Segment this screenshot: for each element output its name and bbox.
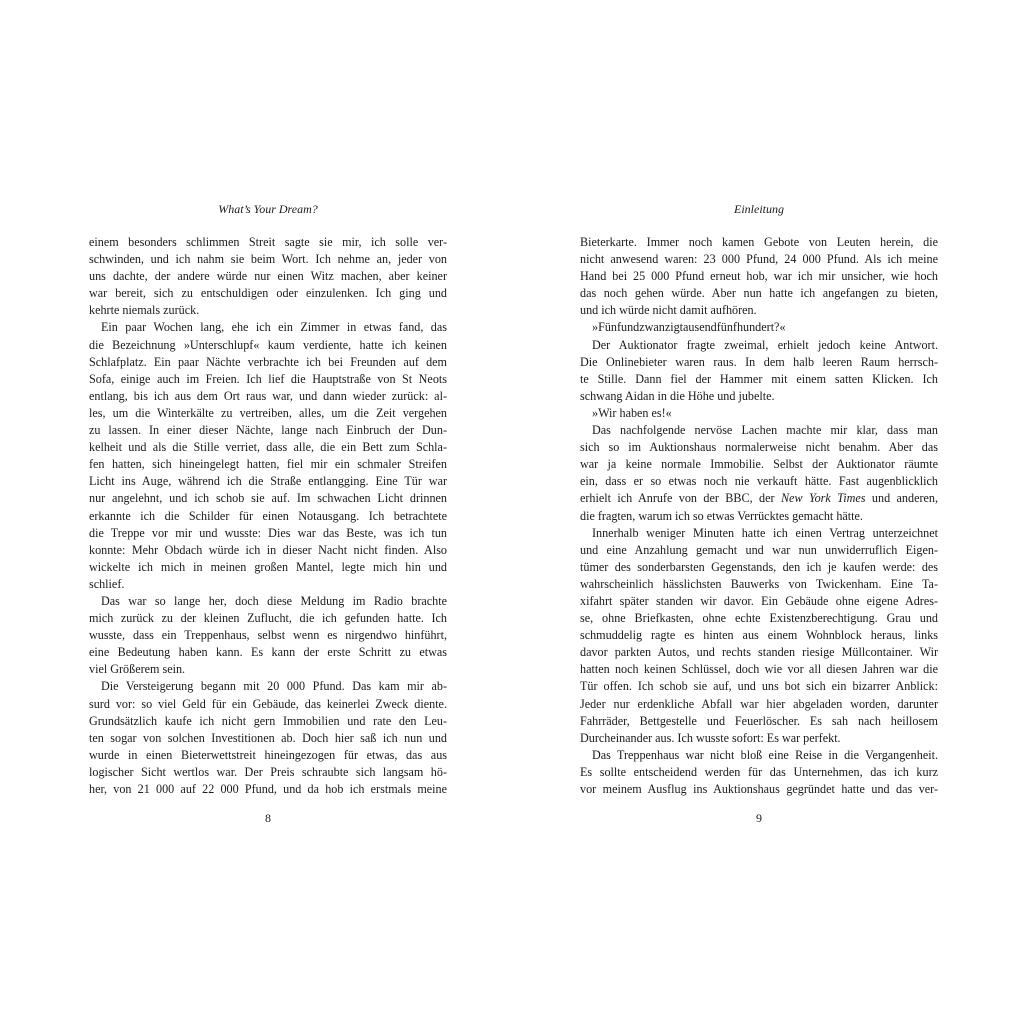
text-line: Durcheinander aus. Ich wusste sofort: Es war perfekt. <box>580 730 841 745</box>
text-line: die Treppe vor mir und wusste: Dies war das Beste, was ich tun <box>89 525 447 540</box>
text-line: Grundsätzlich kaufe ich nicht gern Immobilien und rate den Leu- <box>89 713 447 728</box>
text-line: tümer des sonderbarsten Gegenstands, den ich je kaufen werde: des <box>580 559 938 574</box>
text-line: erhielt ich Anrufe von der BBC, der New York Times und anderen, <box>580 491 938 506</box>
text-line: zu lassen. In einer dieser Nächte, lange nach Einbruch der Dun- <box>89 423 447 438</box>
text-line: wickelte ich mich in meinen großen Mantel, legte mich hin und <box>89 559 447 574</box>
text-line: logischer Sicht wertlos war. Der Preis schraubte sich langsam hö- <box>89 764 447 779</box>
running-head-left: What’s Your Dream? <box>218 202 318 216</box>
text-line: wahrscheinlich hässlichsten Bauwerks von Twickenham. Eine Ta- <box>580 576 938 591</box>
left-page-body <box>89 234 447 798</box>
text-line: les, um die Winterkälte zu vertreiben, alles, um die Zeit vergehen <box>89 405 447 420</box>
text-line: hatten noch keinen Schlüssel, doch wie vor all diesen Jahren war die <box>580 662 938 677</box>
text-line: Das war so lange her, doch diese Meldung im Radio brachte <box>101 593 447 608</box>
text-line: fen hatten, sich hineingelegt hatten, fiel mir ein schmaler Streifen <box>89 457 447 472</box>
italic-title: New York Times <box>780 491 866 506</box>
left-page <box>89 200 447 830</box>
page-number-left: 8 <box>265 811 271 825</box>
text-line: vor meinem Ausflug ins Auktionshaus gegründet hatte und das ver- <box>580 782 938 796</box>
text-line: die fragten, warum ich so etwas Verrücktes gemacht hätte. <box>580 508 863 523</box>
text-line: war ja keine normale Immobilie. Selbst der Auktionator räumte <box>580 457 938 472</box>
text-line: die Bezeichnung »Unterschlupf« kaum verdiente, hatte ich keinen <box>89 337 447 352</box>
text-line: Der Auktionator fragte zweimal, erhielt jedoch keine Antwort. <box>592 337 938 352</box>
text-line: sich so im Auktionshaus normalerweise nicht benahm. Aber das <box>580 440 938 455</box>
text-line: nur angelehnt, und ich schob sie auf. Im schwachen Licht drinnen <box>89 491 447 506</box>
text-line: Fahrräder, Bettgestelle und Feuerlöscher. Es sah nach heillosem <box>580 713 938 728</box>
right-page <box>580 200 938 830</box>
text-line: konnte: Mehr Obdach würde ich in dieser Nacht nicht finden. Also <box>89 542 447 557</box>
text-line: Es sollte entscheidend werden für das Unternehmen, das ich kurz <box>580 764 938 779</box>
text-line: und ich würde nicht damit aufhören. <box>580 303 757 318</box>
running-head-right: Einleitung <box>734 202 784 216</box>
text-line: erkannte ich die Schilder für einen Notausgang. Ich betrachtete <box>89 508 447 523</box>
text-line: Die Versteigerung begann mit 20 000 Pfund. Das kam mir ab- <box>101 679 447 694</box>
text-line: se, ohne Briefkasten, ohne echte Existenzberechtigung. Grau und <box>580 611 938 626</box>
text-line: wurde in einen Bieterwettstreit hineingezogen für etwas, das aus <box>89 747 447 762</box>
text-line: und eine Anzahlung gemacht und war nun unwiderruflich Eigen- <box>580 542 938 557</box>
text-line: schwinden, und ich nahm sie beim Wort. Ich nehme an, jeder von <box>89 252 447 267</box>
text-line: nicht anwesend waren: 23 000 Pfund, 24 000 Pfund. Als ich meine <box>580 252 938 267</box>
text-line: Das Treppenhaus war nicht bloß eine Reise in die Vergangenheit. <box>592 747 938 762</box>
text-line: Sofa, einige auch im Freien. Ich lief die Hauptstraße von St Neots <box>89 371 447 386</box>
text-line: einem besonders schlimmen Streit sagte sie mir, ich solle ver- <box>89 235 447 249</box>
text-line: her, von 21 000 auf 22 000 Pfund, und da hob ich erstmals meine <box>89 782 447 796</box>
text-line: Tür offen. Ich schob sie auf, und uns bot sich ein bizarrer Anblick: <box>580 679 938 694</box>
text-line: schwang Aidan in die Höhe und jubelte. <box>580 388 775 403</box>
text-line: schlief. <box>89 576 125 591</box>
text-line: »Wir haben es!« <box>592 405 672 420</box>
text-line: uns dachte, der andere würde nur einen Witz machen, aber keiner <box>89 269 447 284</box>
text-line: kehrte niemals zurück. <box>89 303 200 318</box>
text-line: Hand bei 25 000 Pfund erneut hob, war ich mir unsicher, wie hoch <box>580 269 938 284</box>
text-line: davor parkten Autos, und rechts standen riesige Müllcontainer. Wir <box>580 645 938 660</box>
text-line: eine Bedeutung haben kann. Es kann der erste Schritt zu etwas <box>89 645 447 660</box>
text-line: Schlafplatz. Ein paar Nächte verbrachte ich bei Freunden auf dem <box>89 354 447 369</box>
text-line: viel Größerem sein. <box>89 662 186 677</box>
text-line: schmuddelig ragte es hinten aus einem Wohnblock heraus, links <box>580 628 938 643</box>
text-line: ten sogar von solchen Investitionen ab. Doch hier saß ich nun und <box>89 730 447 745</box>
text-line: das noch gehen würde. Aber nun hatte ich angefangen zu bieten, <box>580 286 938 301</box>
text-line: Licht ins Auge, während ich die Straße entlangging. Eine Tür war <box>89 474 447 489</box>
text-line: surd vor: so viel Geld für ein Gebäude, das keinerlei Zweck diente. <box>89 696 447 711</box>
text-line: Das nachfolgende nervöse Lachen machte mir klar, dass man <box>592 423 938 438</box>
page-number-right: 9 <box>756 811 762 825</box>
text-line: »Fünfundzwanzigtausendfünfhundert?« <box>592 320 786 335</box>
text-line: xifahrt später standen wir davor. Ein Gebäude ohne eigene Adres- <box>580 593 938 608</box>
text-line: Die Onlinebieter waren raus. In dem halb leeren Raum herrsch- <box>580 354 938 369</box>
text-line: kelheit und als die Stille verriet, dass alle, die ein Bett zum Schla- <box>89 440 447 455</box>
text-line: mich zurück zu der kleinen Zuflucht, die ich gefunden hatte. Ich <box>89 611 447 626</box>
text-line: ein, dass er so etwas noch nie verkauft hätte. Fast augenblicklich <box>580 474 938 489</box>
text-line: Jeder nur erdenkliche Abfall war hier abgeladen worden, darunter <box>580 696 938 711</box>
text-line: Bieterkarte. Immer noch kamen Gebote von Leuten herein, die <box>580 235 938 249</box>
text-line: war bereit, sich zu entschuldigen oder einzulenken. Ich ging und <box>89 286 447 301</box>
right-page-body <box>580 234 938 798</box>
text-line: Ein paar Wochen lang, ehe ich ein Zimmer in etwas fand, das <box>101 320 447 335</box>
text-line: entlang, bis ich aus dem Ort raus war, und dann wieder zurück: al- <box>89 388 447 403</box>
text-line: Innerhalb weniger Minuten hatte ich einen Vertrag unterzeichnet <box>592 525 938 540</box>
text-line: wusste, dass ein Treppenhaus, selbst wenn es nirgendwo hinführt, <box>89 628 447 643</box>
text-line: te Stille. Dann fiel der Hammer mit einem satten Klicken. Ich <box>580 371 938 386</box>
